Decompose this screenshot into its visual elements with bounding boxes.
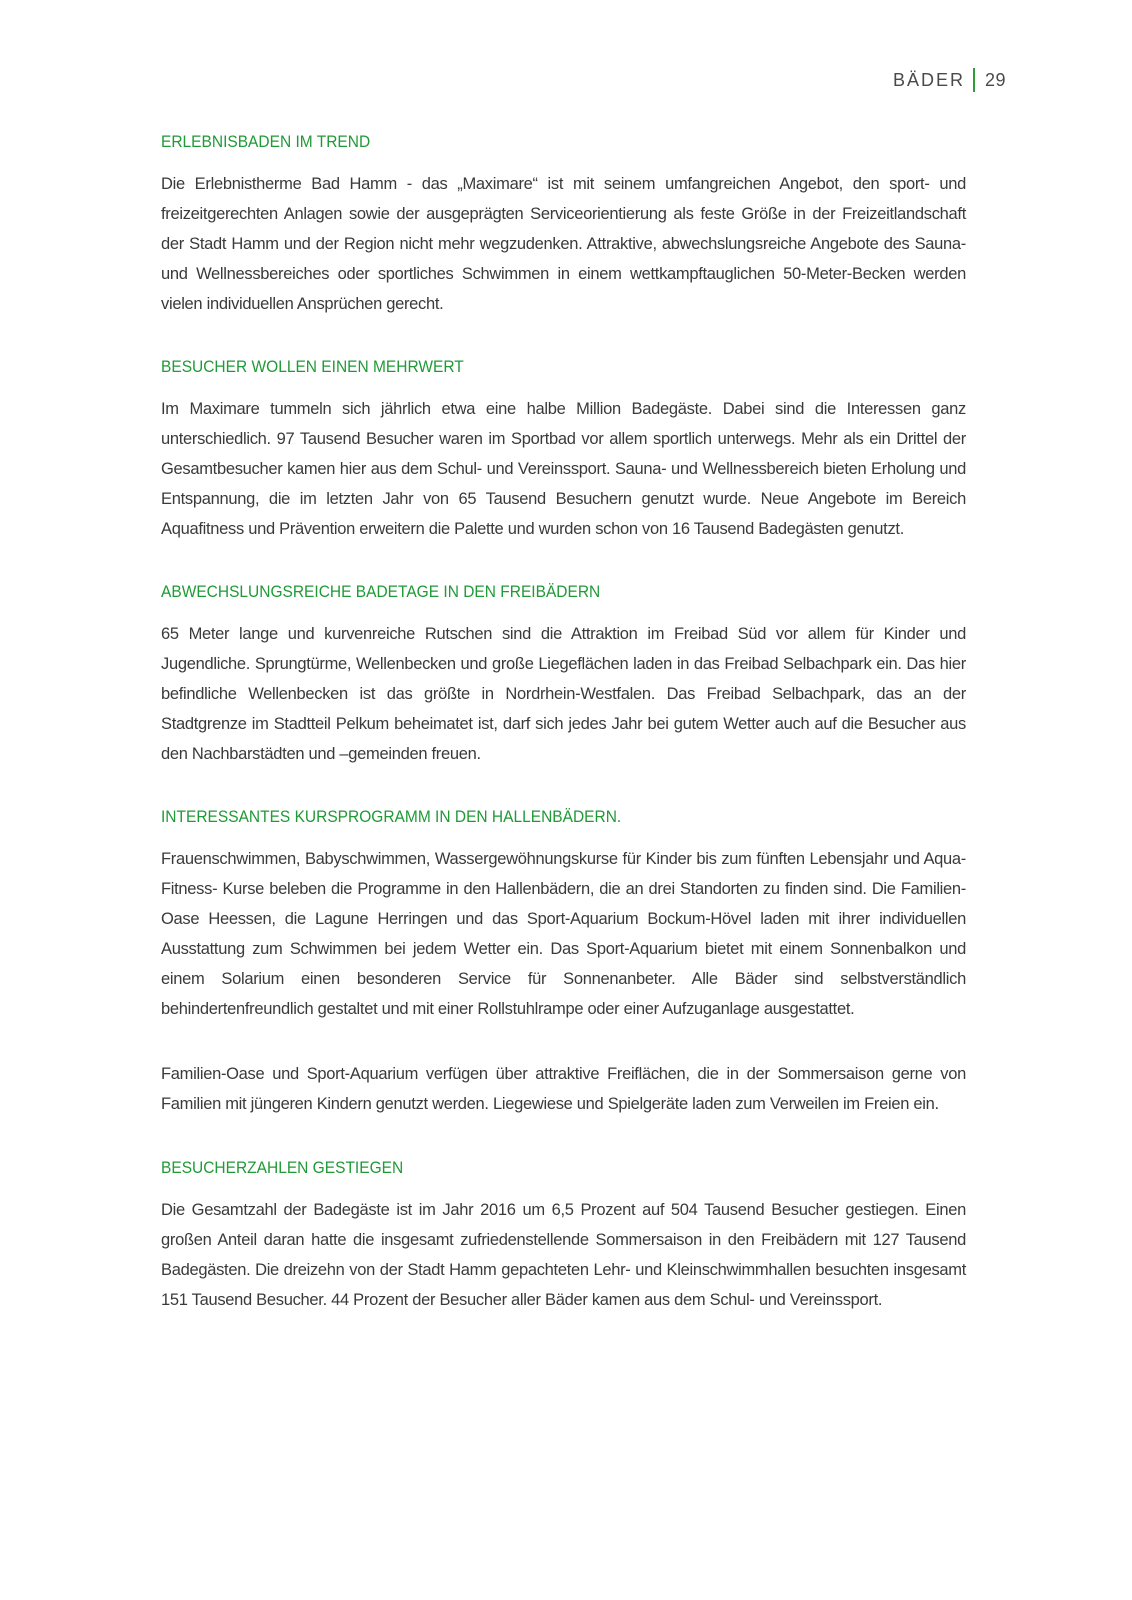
section-erlebnisbaden bbox=[161, 129, 966, 319]
page-header bbox=[893, 68, 1006, 92]
section-kursprogramm bbox=[161, 804, 966, 1119]
section-heading: ABWECHSLUNGSREICHE BADETAGE IN DEN FREIBÄDERN bbox=[161, 583, 601, 601]
article-body bbox=[161, 129, 966, 1350]
section-besucher-mehrwert bbox=[161, 354, 966, 544]
paragraph: 65 Meter lange und kurvenreiche Rutschen sind die Attraktion im Freibad Süd vor allem für Kinder und Jugendliche. Sprungtürme, Wellenbecken und große Liegeflächen laden in das Freibad Selbachpark ein. Das hier befindliche Wellenbecken ist das größte in Nordrhein-Westfalen. Das Freibad Selbachpark, das an der Stadtgrenze im Stadtteil Pelkum beheimatet ist, darf sich jedes Jahr bei gutem Wetter auch auf die Besucher aus den Nachbarstädten und –gemeinden freuen. bbox=[161, 625, 966, 763]
section-heading: INTERESSANTES KURSPROGRAMM IN DEN HALLENBÄDERN. bbox=[161, 808, 622, 826]
section-heading: BESUCHERZAHLEN GESTIEGEN bbox=[161, 1159, 404, 1177]
section-besucherzahlen bbox=[161, 1155, 966, 1315]
paragraph: Die Gesamtzahl der Badegäste ist im Jahr 2016 um 6,5 Prozent auf 504 Tausend Besucher gestiegen. Einen großen Anteil daran hatte die insgesamt zufriedenstellende Sommersaison in den Freibädern mit 127 Tausend Badegästen. Die dreizehn von der Stadt Hamm gepachteten Lehr- und Kleinschwimmhallen besuchten insgesamt 151 Tausend Besucher. 44 Prozent der Besucher aller Bäder kamen aus dem Schul- und Vereinssport. bbox=[161, 1201, 966, 1309]
paragraph: Die Erlebnistherme Bad Hamm - das „Maximare“ ist mit seinem umfangreichen Angebot, den sport- und freizeitgerechten Anlagen sowie der ausgeprägten Serviceorientierung als feste Größe in der Freizeitlandschaft der Stadt Hamm und der Region nicht mehr wegzudenken. Attraktive, abwechslungsreiche Angebote des Sauna- und Wellnessbereiches oder sportliches Schwimmen in einem wettkampftauglichen 50-Meter-Becken werden vielen individuellen Ansprüchen gerecht. bbox=[161, 175, 966, 313]
paragraph: Im Maximare tummeln sich jährlich etwa eine halbe Million Badegäste. Dabei sind die Interessen ganz unterschiedlich. 97 Tausend Besucher waren im Sportbad vor allem sportlich unterwegs. Mehr als ein Drittel der Gesamtbesucher kamen hier aus dem Schul- und Vereinssport. Sauna- und Wellnessbereich bieten Erholung und Entspannung, die im letzten Jahr von 65 Tausend Besuchern genutzt wurde. Neue Angebote im Bereich Aquafitness und Prävention erweitern die Palette und wurden schon von 16 Tausend Badegästen genutzt. bbox=[161, 400, 966, 538]
section-freibaeder bbox=[161, 579, 966, 769]
section-heading: ERLEBNISBADEN IM TREND bbox=[161, 133, 371, 151]
paragraph: Familien-Oase und Sport-Aquarium verfügen über attraktive Freiflächen, die in der Sommersaison gerne von Familien mit jüngeren Kindern genutzt werden. Liegewiese und Spielgeräte laden zum Verweilen im Freien ein. bbox=[161, 1065, 966, 1113]
section-heading: BESUCHER WOLLEN EINEN MEHRWERT bbox=[161, 358, 464, 376]
header-divider bbox=[973, 68, 975, 92]
page-number: 29 bbox=[984, 69, 1006, 90]
section-title: BÄDER bbox=[892, 69, 965, 90]
paragraph: Frauenschwimmen, Babyschwimmen, Wassergewöhnungskurse für Kinder bis zum fünften Lebensjahr und Aqua-Fitness- Kurse beleben die Programme in den Hallenbädern, die an drei Standorten zu finden sind. Die Familien-Oase Heessen, die Lagune Herringen und das Sport-Aquarium Bockum-Hövel laden mit ihrer individuellen Ausstattung zum Schwimmen bei jedem Wetter ein. Das Sport-Aquarium bietet mit einem Sonnenbalkon und einem Solarium einen besonderen Service für Sonnenanbeter. Alle Bäder sind selbstverständlich behindertenfreundlich gestaltet und mit einer Rollstuhlrampe oder einer Aufzuganlage ausgestattet. bbox=[161, 850, 966, 1018]
